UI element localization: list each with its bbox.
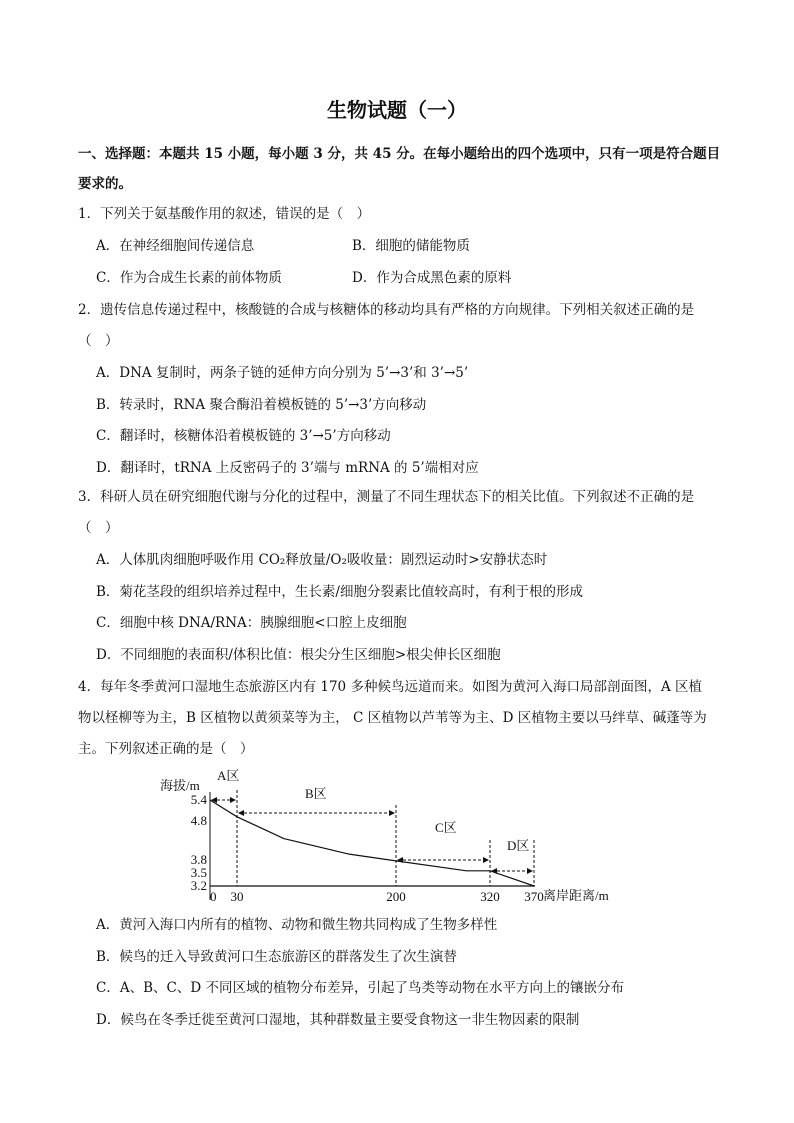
x-tick-label: 370 bbox=[524, 889, 544, 904]
q4-option-a: A．黄河入海口内所有的植物、动物和微生物共同构成了生物多样性 bbox=[96, 917, 498, 933]
section-instructions: 一、选择题：本题共 15 小题，每小题 3 分，共 45 分。在每小题给出的四个选项中，只有一项是符合题目 bbox=[78, 146, 721, 162]
y-tick-label: 3.2 bbox=[190, 878, 207, 893]
q1-option-c: C．作为合成生长素的前体物质 bbox=[96, 270, 282, 286]
question-3-stem-cont: （ ） bbox=[78, 520, 119, 536]
y-axis-label: 海拔/m bbox=[160, 778, 200, 793]
q2-option-a: A．DNA 复制时，两条子链的延伸方向分别为 5’→3’和 3’→5’ bbox=[96, 365, 469, 381]
q2-option-d: D．翻译时，tRNA 上反密码子的 3’端与 mRNA 的 5’端相对应 bbox=[96, 460, 479, 476]
question-3-stem: 3．科研人员在研究细胞代谢与分化的过程中，测量了不同生理状态下的相关比值。下列叙述不正确的是 bbox=[78, 489, 695, 505]
question-4-stem-cont: 物以柽柳等为主，B 区植物以黄须菜等为主， C 区植物以芦苇等为主、D 区植物主要以马绊草、碱蓬等为 bbox=[78, 710, 707, 726]
q3-option-b: B．菊花茎段的组织培养过程中，生长素/细胞分裂素比值较高时，有利于根的形成 bbox=[96, 584, 583, 600]
q4-option-c: C．A、B、C、D 不同区域的植物分布差异，引起了鸟类等动物在水平方向上的镶嵌分布 bbox=[96, 980, 624, 996]
question-2-stem-cont: （ ） bbox=[78, 333, 119, 349]
y-tick-label: 3.5 bbox=[190, 865, 207, 880]
zone-label: B区 bbox=[305, 786, 327, 801]
q4-option-d: D．候鸟在冬季迁徙至黄河口湿地，其种群数量主要受食物这一非生物因素的限制 bbox=[96, 1012, 580, 1028]
zone-label: A区 bbox=[217, 768, 240, 783]
q2-option-b: B．转录时，RNA 聚合酶沿着模板链的 5’→3’方向移动 bbox=[96, 397, 427, 413]
section-instructions-cont: 要求的。 bbox=[78, 176, 132, 192]
q2-option-c: C．翻译时，核糖体沿着模板链的 3’→5’方向移动 bbox=[96, 428, 391, 444]
zone-label: C区 bbox=[435, 820, 457, 835]
q3-option-d: D．不同细胞的表面积/体积比值：根尖分生区细胞>根尖伸长区细胞 bbox=[96, 647, 501, 663]
question-4-stem: 4．每年冬季黄河口湿地生态旅游区内有 170 多种候鸟远道而来。如图为黄河入海口局部剖面图，A 区植 bbox=[78, 679, 702, 695]
question-1-stem: 1．下列关于氨基酸作用的叙述，错误的是（ ） bbox=[78, 206, 371, 222]
zone-label: D区 bbox=[507, 838, 530, 853]
x-tick-label: 320 bbox=[480, 889, 500, 904]
x-tick-label: 200 bbox=[386, 889, 406, 904]
q3-option-a: A．人体肌肉细胞呼吸作用 CO₂释放量/O₂吸收量：剧烈运动时>安静状态时 bbox=[96, 552, 548, 568]
x-axis-label: 离岸距离/m bbox=[543, 888, 609, 903]
q1-option-b: B．细胞的储能物质 bbox=[352, 238, 470, 254]
q1-option-d: D．作为合成黑色素的原料 bbox=[352, 270, 512, 286]
question-4-stem-cont2: 主。下列叙述正确的是（ ） bbox=[78, 741, 254, 757]
elevation-profile-figure bbox=[155, 760, 655, 905]
y-tick-label: 3.8 bbox=[190, 852, 207, 867]
y-tick-label: 4.8 bbox=[190, 813, 207, 828]
page-title: 生物试题（一） bbox=[327, 98, 467, 122]
question-2-stem: 2．遗传信息传递过程中，核酸链的合成与核糖体的移动均具有严格的方向规律。下列相关叙述正确的是 bbox=[78, 302, 695, 318]
q4-option-b: B．候鸟的迁入导致黄河口生态旅游区的群落发生了次生演替 bbox=[96, 949, 457, 965]
x-tick-label: 30 bbox=[230, 889, 244, 904]
x-tick-label: 0 bbox=[210, 889, 217, 904]
q1-option-a: A．在神经细胞间传递信息 bbox=[96, 238, 255, 254]
y-tick-label: 5.4 bbox=[190, 792, 207, 807]
q3-option-c: C．细胞中核 DNA/RNA：胰腺细胞<口腔上皮细胞 bbox=[96, 615, 407, 631]
